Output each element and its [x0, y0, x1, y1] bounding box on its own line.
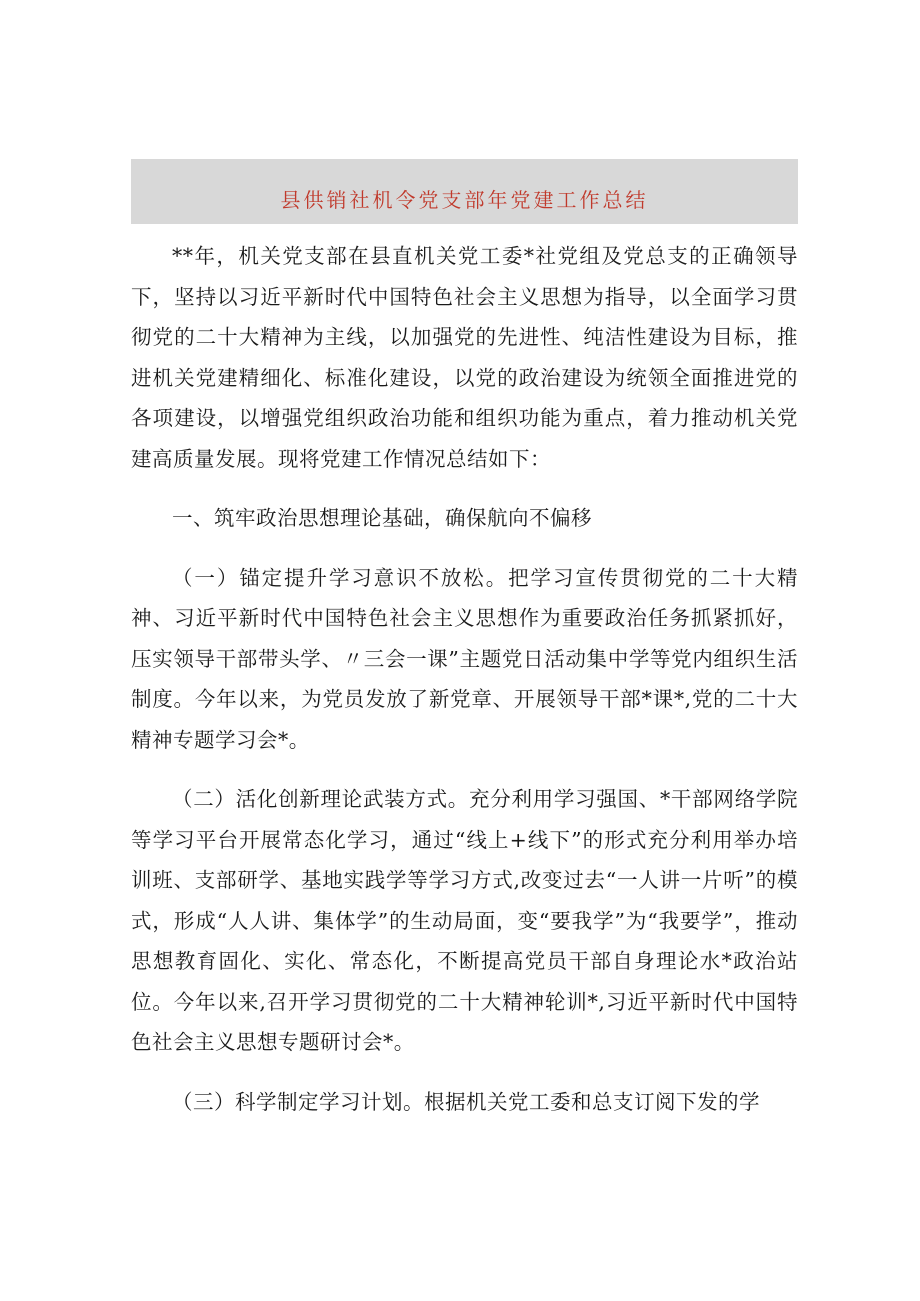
section-heading: 一、筑牢政治思想理论基础，确保航向不偏移 — [172, 506, 592, 530]
intro-paragraph: **年，机关党支部在县直机关党工委*社党组及党总支的正确领导下，坚持以习近平新时代中国特色社会主义思想为指导，以全面学习贯彻党的二十大精神为主线，以加强党的先进性、纯洁性建设为目标，推进机关党建精细化、标准化建设，以党的政治建设为统领全面推进党的各项建设，以增强党组织政治功能和组织功能为重点，着力推动机关党建高质量发展。现将党建工作情况总结如下： — [131, 244, 798, 471]
paragraph-2: （二）活化创新理论武装方式。充分利用学习强国、*干部网络学院等学习平台开展常态化学习，通过“线上+线下”的形式充分利用举办培训班、支部研学、基地实践学等学习方式,改变过去“一人讲一片听”的模式，形成“人人讲、集体学”的生动局面，变“要我学”为“我要学”，推动思想教育固化、实化、常态化，不断提高党员干部自身理论水*政治站位。今年以来,召开学习贯彻党的二十大精神轮训*,习近平新时代中国特色社会主义思想专题研讨会*。 — [131, 787, 798, 1054]
document-title: 县供销社机令党支部年党建工作总结 — [280, 188, 649, 212]
paragraph-1: （一）锚定提升学习意识不放松。把学习宣传贯彻党的二十大精神、习近平新时代中国特色社会主义思想作为重要政治任务抓紧抓好，压实领导干部带头学、〃三会一课”主题党日活动集中学等党内组织生活制度。今年以来，为党员发放了新党章、开展领导干部*课*,党的二十大精神专题学习会*。 — [131, 565, 798, 752]
document-body — [131, 236, 798, 1122]
paragraph-3: （三）科学制定学习计划。根据机关党工委和总支订阅下发的学 — [172, 1089, 760, 1114]
title-band — [131, 159, 798, 224]
